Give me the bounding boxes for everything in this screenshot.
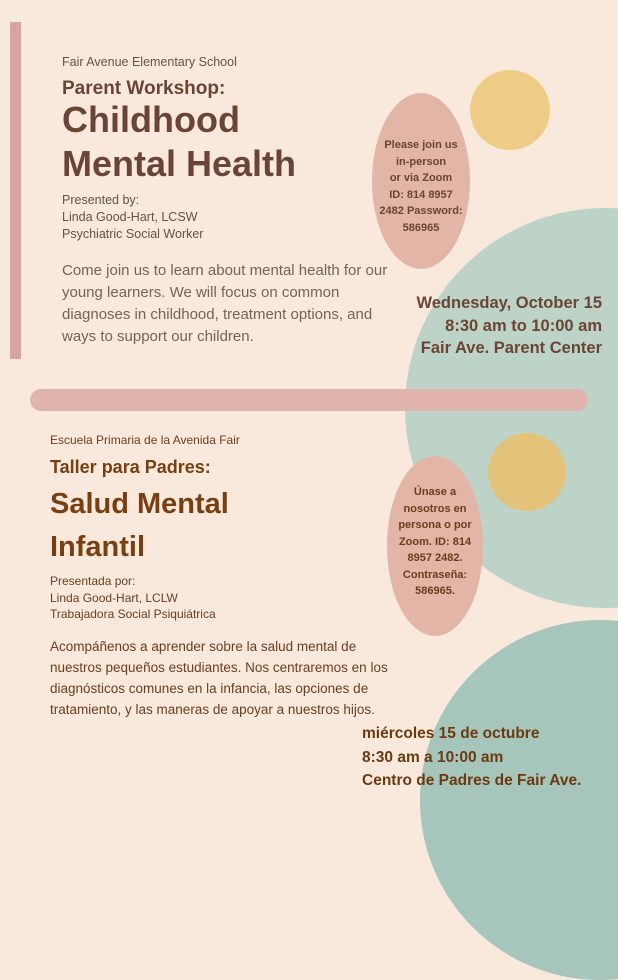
spanish-workshop-label: Taller para Padres: [50, 457, 211, 477]
spanish-school-name: Escuela Primaria de la Avenida Fair [50, 433, 240, 447]
yellow-circle-bottom [488, 433, 566, 511]
teal-circle-bottom [420, 620, 618, 980]
english-description: Come join us to learn about mental health for our young learners. We will focus on common diagnoses in childhood, treatment options, and ways to support our children. [62, 262, 388, 345]
spanish-presenter-line: Presentada por: [50, 574, 136, 588]
spanish-presenter-line: Trabajadora Social Psiquiátrica [50, 607, 216, 621]
english-title-line: Childhood [62, 99, 240, 140]
english-event-details [416, 292, 602, 360]
spanish-event-location: Centro de Padres de Fair Ave. [362, 772, 582, 789]
spanish-zoom-info: Únase a nosotros en persona o por Zoom. ID: 814 8957 2482. Contraseña: 586965. [398, 486, 472, 597]
english-zoom-oval [372, 93, 470, 269]
english-workshop-label: Parent Workshop: [62, 78, 226, 99]
spanish-zoom-oval [387, 456, 483, 636]
spanish-presenter-block [50, 573, 216, 623]
english-title-line: Mental Health [62, 143, 297, 184]
yellow-circle-top [470, 70, 550, 150]
english-school-name: Fair Avenue Elementary School [62, 55, 237, 69]
spanish-title-line: Infantil [50, 531, 146, 563]
section-divider [30, 389, 588, 411]
english-title [62, 98, 296, 186]
english-presenter-line: Presented by: [62, 193, 140, 207]
spanish-presenter-line: Linda Good-Hart, LCLW [50, 590, 178, 605]
spanish-event-time: 8:30 am a 10:00 am [362, 748, 504, 766]
english-presenter-line: Psychiatric Social Worker [62, 227, 204, 241]
english-zoom-info: Please join us in-person or via Zoom ID: 814 8957 2482 Password: 586965 [379, 139, 463, 234]
spanish-event-date: miércoles 15 de octubre [362, 725, 540, 742]
spanish-description: Acompáñenos a aprender sobre la salud mental de nuestros pequeños estudiantes. Nos centraremos en los diagnósticos comunes en la infancia, las opciones de tratamiento, y las maneras de apoyar a nuestros hijos. [50, 639, 388, 717]
spanish-event-details [362, 722, 581, 793]
english-presenter-line: Linda Good-Hart, LCSW [62, 210, 198, 224]
spanish-title-line: Salud Mental [50, 488, 229, 520]
english-presenter-block [62, 192, 203, 243]
english-event-time: 8:30 am to 10:00 am [445, 316, 602, 335]
left-accent-bar [10, 22, 21, 359]
english-event-location: Fair Ave. Parent Center [420, 339, 602, 357]
english-event-date: Wednesday, October 15 [416, 294, 602, 312]
spanish-title [50, 483, 229, 569]
